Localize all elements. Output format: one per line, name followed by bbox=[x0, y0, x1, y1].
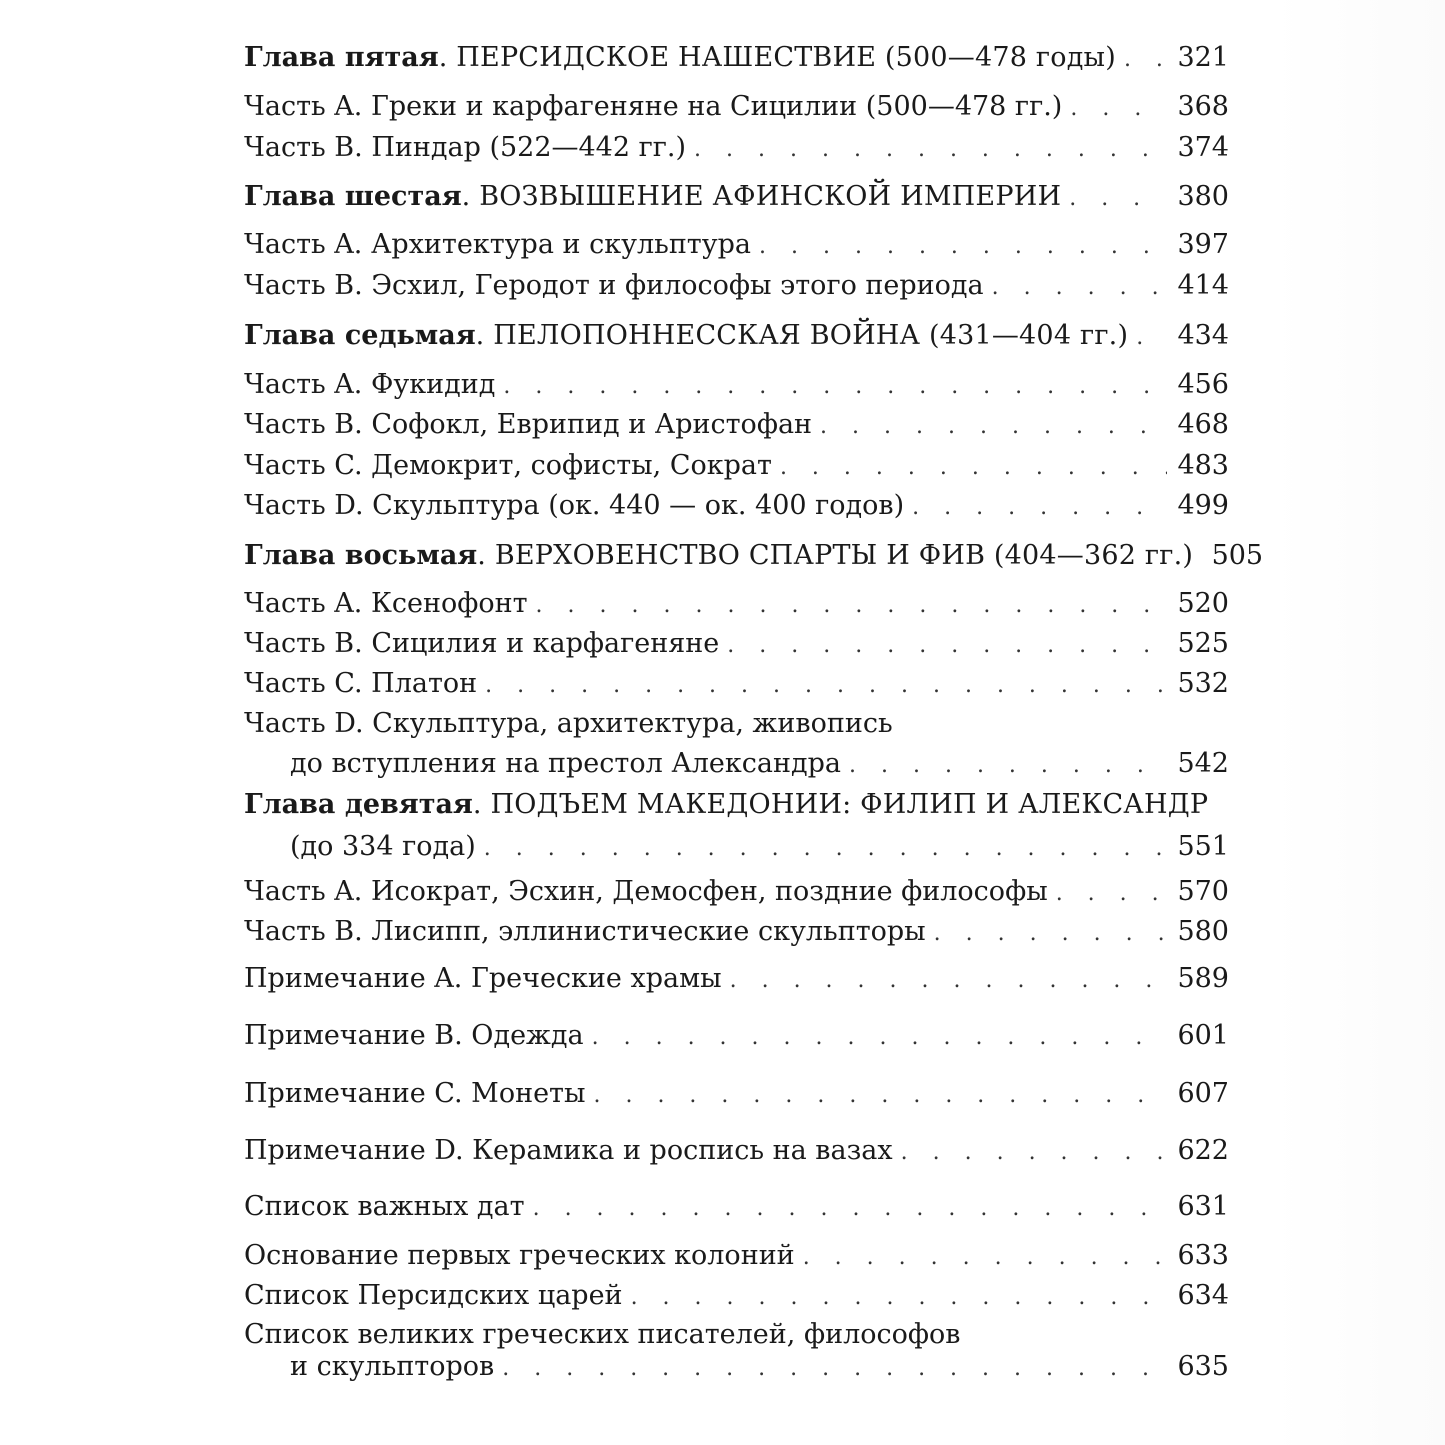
chapter-label: Глава пятая bbox=[244, 42, 439, 73]
toc-chapter-8 bbox=[244, 540, 1264, 573]
appendix-title-continuation: и скульпторов bbox=[290, 1351, 495, 1382]
toc-part bbox=[244, 230, 1229, 262]
page-number: 468 bbox=[1177, 409, 1229, 440]
part-title: Часть A. Архитектура и скульптура bbox=[244, 229, 752, 260]
toc-part bbox=[244, 370, 1229, 402]
page-number: 380 bbox=[1177, 181, 1229, 212]
toc-note bbox=[244, 1021, 1229, 1053]
dot-leader bbox=[803, 1243, 1167, 1273]
toc-appendix bbox=[244, 1241, 1229, 1273]
toc-part bbox=[244, 451, 1229, 483]
toc-chapter-9 bbox=[244, 790, 1229, 864]
appendix-title: Список великих греческих писателей, философов bbox=[244, 1319, 961, 1350]
chapter-title: . ПЕРСИДСКОЕ НАШЕСТВИЕ (500—478 годы) bbox=[438, 42, 1116, 73]
dot-leader bbox=[502, 1354, 1167, 1384]
chapter-label: Глава седьмая bbox=[244, 320, 476, 351]
part-title: Часть A. Фукидид bbox=[244, 369, 496, 400]
dot-leader bbox=[503, 372, 1167, 402]
toc-part bbox=[244, 669, 1229, 701]
toc-part bbox=[244, 589, 1229, 621]
page-number: 635 bbox=[1177, 1351, 1229, 1382]
toc-appendix bbox=[244, 1192, 1229, 1224]
page-number: 631 bbox=[1177, 1191, 1229, 1222]
page-number: 483 bbox=[1177, 450, 1229, 481]
page-number: 456 bbox=[1177, 369, 1229, 400]
toc-part-multiline bbox=[244, 709, 1229, 781]
part-title: Часть B. Эсхил, Геродот и философы этого периода bbox=[244, 270, 984, 301]
toc-chapter-5 bbox=[244, 43, 1229, 75]
note-title: Примечание B. Одежда bbox=[244, 1020, 584, 1051]
part-title-continuation: до вступления на престол Александра bbox=[290, 748, 841, 779]
toc-part bbox=[244, 629, 1229, 661]
dot-leader bbox=[1056, 879, 1167, 909]
chapter-title: . ПЕЛОПОННЕССКАЯ ВОЙНА (431—404 гг.) bbox=[475, 320, 1129, 351]
dot-leader bbox=[484, 834, 1167, 864]
toc-part bbox=[244, 133, 1229, 165]
page-number: 525 bbox=[1177, 628, 1229, 659]
part-title: Часть A. Исократ, Эсхин, Демосфен, поздние философы bbox=[244, 876, 1048, 907]
page-number: 542 bbox=[1177, 748, 1229, 779]
dot-leader bbox=[1124, 45, 1167, 75]
chapter-label: Глава шестая bbox=[244, 181, 462, 212]
chapter-label: Глава девятая bbox=[244, 789, 473, 820]
toc-note bbox=[244, 964, 1229, 996]
dot-leader bbox=[533, 1194, 1167, 1224]
note-title: Примечание C. Монеты bbox=[244, 1078, 586, 1109]
page-number: 368 bbox=[1177, 91, 1229, 122]
page-number: 414 bbox=[1177, 270, 1229, 301]
part-title: Часть D. Скульптура (ок. 440 — ок. 400 годов) bbox=[244, 490, 905, 521]
dot-leader bbox=[1069, 184, 1167, 214]
page-number: 321 bbox=[1177, 42, 1229, 73]
page-number: 589 bbox=[1177, 963, 1229, 994]
part-title: Часть B. Пиндар (522—442 гг.) bbox=[244, 132, 687, 163]
appendix-title: Список Персидских царей bbox=[244, 1280, 623, 1311]
dot-leader bbox=[485, 671, 1167, 701]
toc-part bbox=[244, 271, 1229, 303]
page-number: 570 bbox=[1177, 876, 1229, 907]
chapter-title: . ВЕРХОВЕНСТВО СПАРТЫ И ФИВ (404—362 гг.) bbox=[477, 540, 1194, 571]
part-title: Часть C. Демокрит, софисты, Сократ bbox=[244, 450, 772, 481]
dot-leader bbox=[1136, 323, 1167, 353]
dot-leader bbox=[593, 1081, 1167, 1111]
appendix-title: Список важных дат bbox=[244, 1191, 525, 1222]
dot-leader bbox=[592, 1023, 1167, 1053]
toc-part bbox=[244, 92, 1229, 124]
page-number: 580 bbox=[1177, 916, 1229, 947]
toc-chapter-6 bbox=[244, 182, 1229, 214]
page-number: 499 bbox=[1177, 490, 1229, 521]
part-title: Часть A. Ксенофонт bbox=[244, 588, 528, 619]
dot-leader bbox=[694, 135, 1167, 165]
page-number: 397 bbox=[1177, 229, 1229, 260]
dot-leader bbox=[849, 751, 1167, 781]
dot-leader bbox=[780, 453, 1167, 483]
dot-leader bbox=[759, 232, 1167, 262]
chapter-label: Глава восьмая bbox=[244, 540, 478, 571]
part-title: Часть B. Софокл, Еврипид и Аристофан bbox=[244, 409, 813, 440]
page-number: 634 bbox=[1177, 1280, 1229, 1311]
page-number: 607 bbox=[1177, 1078, 1229, 1109]
page-number: 551 bbox=[1177, 831, 1229, 862]
part-title: Часть B. Лисипп, эллинистические скульпторы bbox=[244, 916, 926, 947]
part-title: Часть D. Скульптура, архитектура, живопись bbox=[244, 708, 893, 739]
dot-leader bbox=[901, 1138, 1167, 1168]
page-number: 601 bbox=[1177, 1020, 1229, 1051]
toc-appendix bbox=[244, 1281, 1229, 1313]
page-number: 622 bbox=[1177, 1135, 1229, 1166]
note-title: Примечание D. Керамика и роспись на вазах bbox=[244, 1135, 893, 1166]
dot-leader bbox=[536, 591, 1167, 621]
toc-part bbox=[244, 491, 1229, 523]
toc-part bbox=[244, 877, 1229, 909]
dot-leader bbox=[912, 493, 1167, 523]
page-number: 633 bbox=[1177, 1240, 1229, 1271]
part-title: Часть B. Сицилия и карфагеняне bbox=[244, 628, 720, 659]
chapter-title-continuation: (до 334 года) bbox=[290, 831, 476, 862]
chapter-title: . ВОЗВЫШЕНИЕ АФИНСКОЙ ИМПЕРИИ bbox=[461, 181, 1062, 212]
toc-chapter-7 bbox=[244, 321, 1229, 353]
toc-appendix-multiline bbox=[244, 1320, 1229, 1384]
toc-note bbox=[244, 1079, 1229, 1111]
note-title: Примечание A. Греческие храмы bbox=[244, 963, 722, 994]
dot-leader bbox=[727, 631, 1167, 661]
dot-leader bbox=[992, 273, 1167, 303]
appendix-title: Основание первых греческих колоний bbox=[244, 1240, 795, 1271]
page-number: 532 bbox=[1177, 668, 1229, 699]
page-number: 505 bbox=[1211, 540, 1264, 571]
page-number: 520 bbox=[1177, 588, 1229, 619]
page-number: 374 bbox=[1177, 132, 1229, 163]
part-title: Часть C. Платон bbox=[244, 668, 478, 699]
dot-leader bbox=[730, 966, 1167, 996]
toc-note bbox=[244, 1136, 1229, 1168]
part-title: Часть A. Греки и карфагеняне на Сицилии (500—478 гг.) bbox=[244, 91, 1063, 122]
dot-leader bbox=[1070, 94, 1167, 124]
chapter-title: . ПОДЪЕМ МАКЕДОНИИ: ФИЛИП И АЛЕКСАНДР bbox=[472, 789, 1209, 820]
toc-part bbox=[244, 917, 1229, 949]
dot-leader bbox=[631, 1283, 1167, 1313]
page-number: 434 bbox=[1177, 320, 1229, 351]
toc-part bbox=[244, 410, 1229, 442]
dot-leader bbox=[934, 919, 1167, 949]
dot-leader bbox=[820, 412, 1167, 442]
